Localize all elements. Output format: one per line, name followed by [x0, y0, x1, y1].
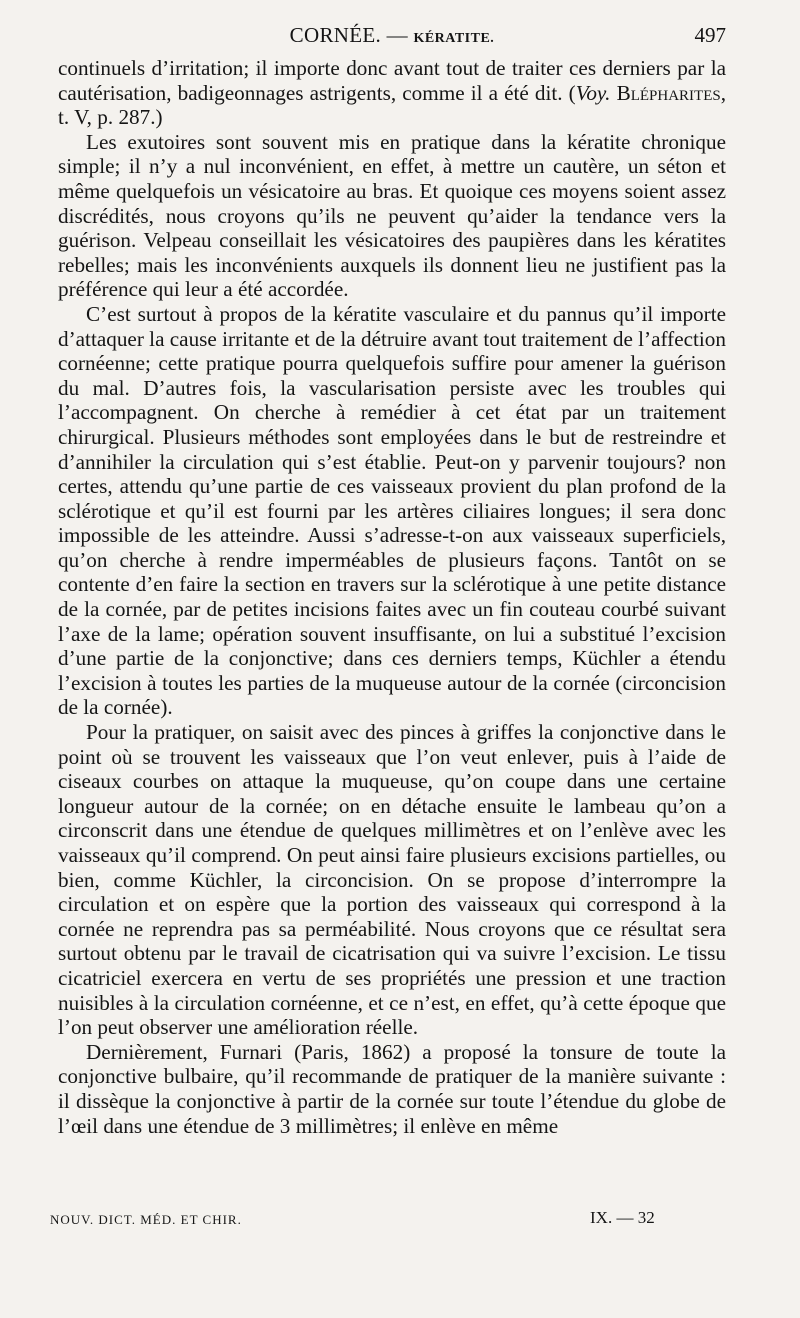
paragraph: [58, 720, 726, 1040]
page-number: 497: [694, 23, 726, 47]
running-title-sub: KÉRATITE.: [413, 31, 495, 46]
paragraph-text: C’est surtout à propos de la kératite vasculaire et du pannus qu’il importe d’attaquer la cause irritante et de la détruire avant tout traitement de l’affection cornéenne; cette pratique pourra quelquefois suffire pour amener la guérison du mal. D’autres fois, la vascularisation persiste avec les troubles qui l’accompagnent. On cherche à remédier à cet état par un traitement chirurgical. Plusieurs méthodes sont employées dans le but de restreindre et d’annihiler la circulation qui s’est établie. Peut-on y parvenir toujours? non certes, attendu qu’une partie de ces vaisseaux provient du plan profond de la sclérotique et qu’il est fourni par les artères ciliaires longues; il sera donc impossible de les atteindre. Aussi s’adresse-t-on aux vaisseaux superficiels, qu’on cherche à rendre imperméables de plusieurs façons. Tantôt on se contente d’en faire la section en travers sur la sclérotique à une petite distance de la cornée, par de petites incisions faites avec un fin couteau courbé suivant l’axe de la lame; opération souvent insuffisante, on lui a substitué l’excision d’une partie de la conjonctive; dans ces derniers temps, Küchler a étendu l’excision à toutes les parties de la muqueuse autour de la cornée (circoncision de la cornée).: [58, 301, 726, 720]
running-title-main: CORNÉE.: [289, 23, 382, 47]
running-title-separator: —: [381, 23, 414, 47]
paragraph: [58, 130, 726, 302]
cross-reference: Blépharites: [616, 80, 721, 105]
italic-reference: Voy.: [575, 80, 611, 105]
paragraph: [58, 1040, 726, 1138]
signature-mark-right: IX. — 32: [590, 1208, 655, 1227]
paragraph: [58, 56, 726, 130]
paragraph-text: Pour la pratiquer, on saisit avec des pinces à griffes la conjonctive dans le point où se trouvent les vaisseaux que l’on veut enlever, puis à l’aide de ciseaux courbes on attaque la muqueuse, qu’on coupe dans une certaine longueur autour de la cornée; on en détache ensuite le lambeau qu’on a circonscrit dans une étendue de quelques millimètres et on l’enlève avec les vaisseaux qu’il comprend. On peut ainsi faire plusieurs excisions partielles, ou bien, comme Küchler, la circoncision. On se propose d’interrompre la circulation et on espère que la portion des vaisseaux qui correspond à la cornée ne reprendra pas sa perméabilité. Nous croyons que ce résultat sera surtout obtenu par le travail de cicatrisation qui va suivre l’excision. Le tissu cicatriciel exercera en vertu de ses propriétés une pression et une traction nuisibles à la circulation cornéenne, et ce n’est, en effet, qu’à cette époque que l’on peut observer une amélioration réelle.: [58, 720, 726, 1040]
body-text: [58, 56, 726, 1138]
book-page: [58, 18, 726, 1138]
signature-mark-left: NOUV. DICT. MÉD. ET CHIR.: [50, 1212, 242, 1227]
running-title: [58, 18, 726, 56]
paragraph-text: Dernièrement, Furnari (Paris, 1862) a proposé la tonsure de toute la conjonctive bulbaire, qu’il recommande de pratiquer de la manière suivante : il dissèque la conjonctive à partir de la cornée sur toute l’étendue du globe de l’œil dans une étendue de 3 millimètres; il enlève en même: [58, 1039, 726, 1138]
paragraph-text: , t. V, p. 287.): [58, 80, 726, 130]
paragraph: [58, 302, 726, 720]
paragraph-text: continuels d’irritation; il importe donc avant tout de traiter ces derniers par la cautérisation, badigeonnages astrigents, comme il a été dit. (: [58, 56, 726, 105]
paragraph-text: Les exutoires sont souvent mis en pratique dans la kératite chronique simple; il n’y a nul inconvénient, en effet, à mettre un cautère, un séton et même quelquefois un vésicatoire au bras. Et quoique ces moyens soient assez discrédités, nous croyons qu’ils ne peuvent qu’aider la tendance vers la guérison. Velpeau conseillait les vésicatoires des paupières dans les kératites rebelles; mais les inconvénients auxquels ils donnent lieu ne justifient pas la préférence qui leur a été accordée.: [58, 129, 726, 302]
signature-footer: [50, 1208, 670, 1234]
running-head: [58, 18, 726, 52]
